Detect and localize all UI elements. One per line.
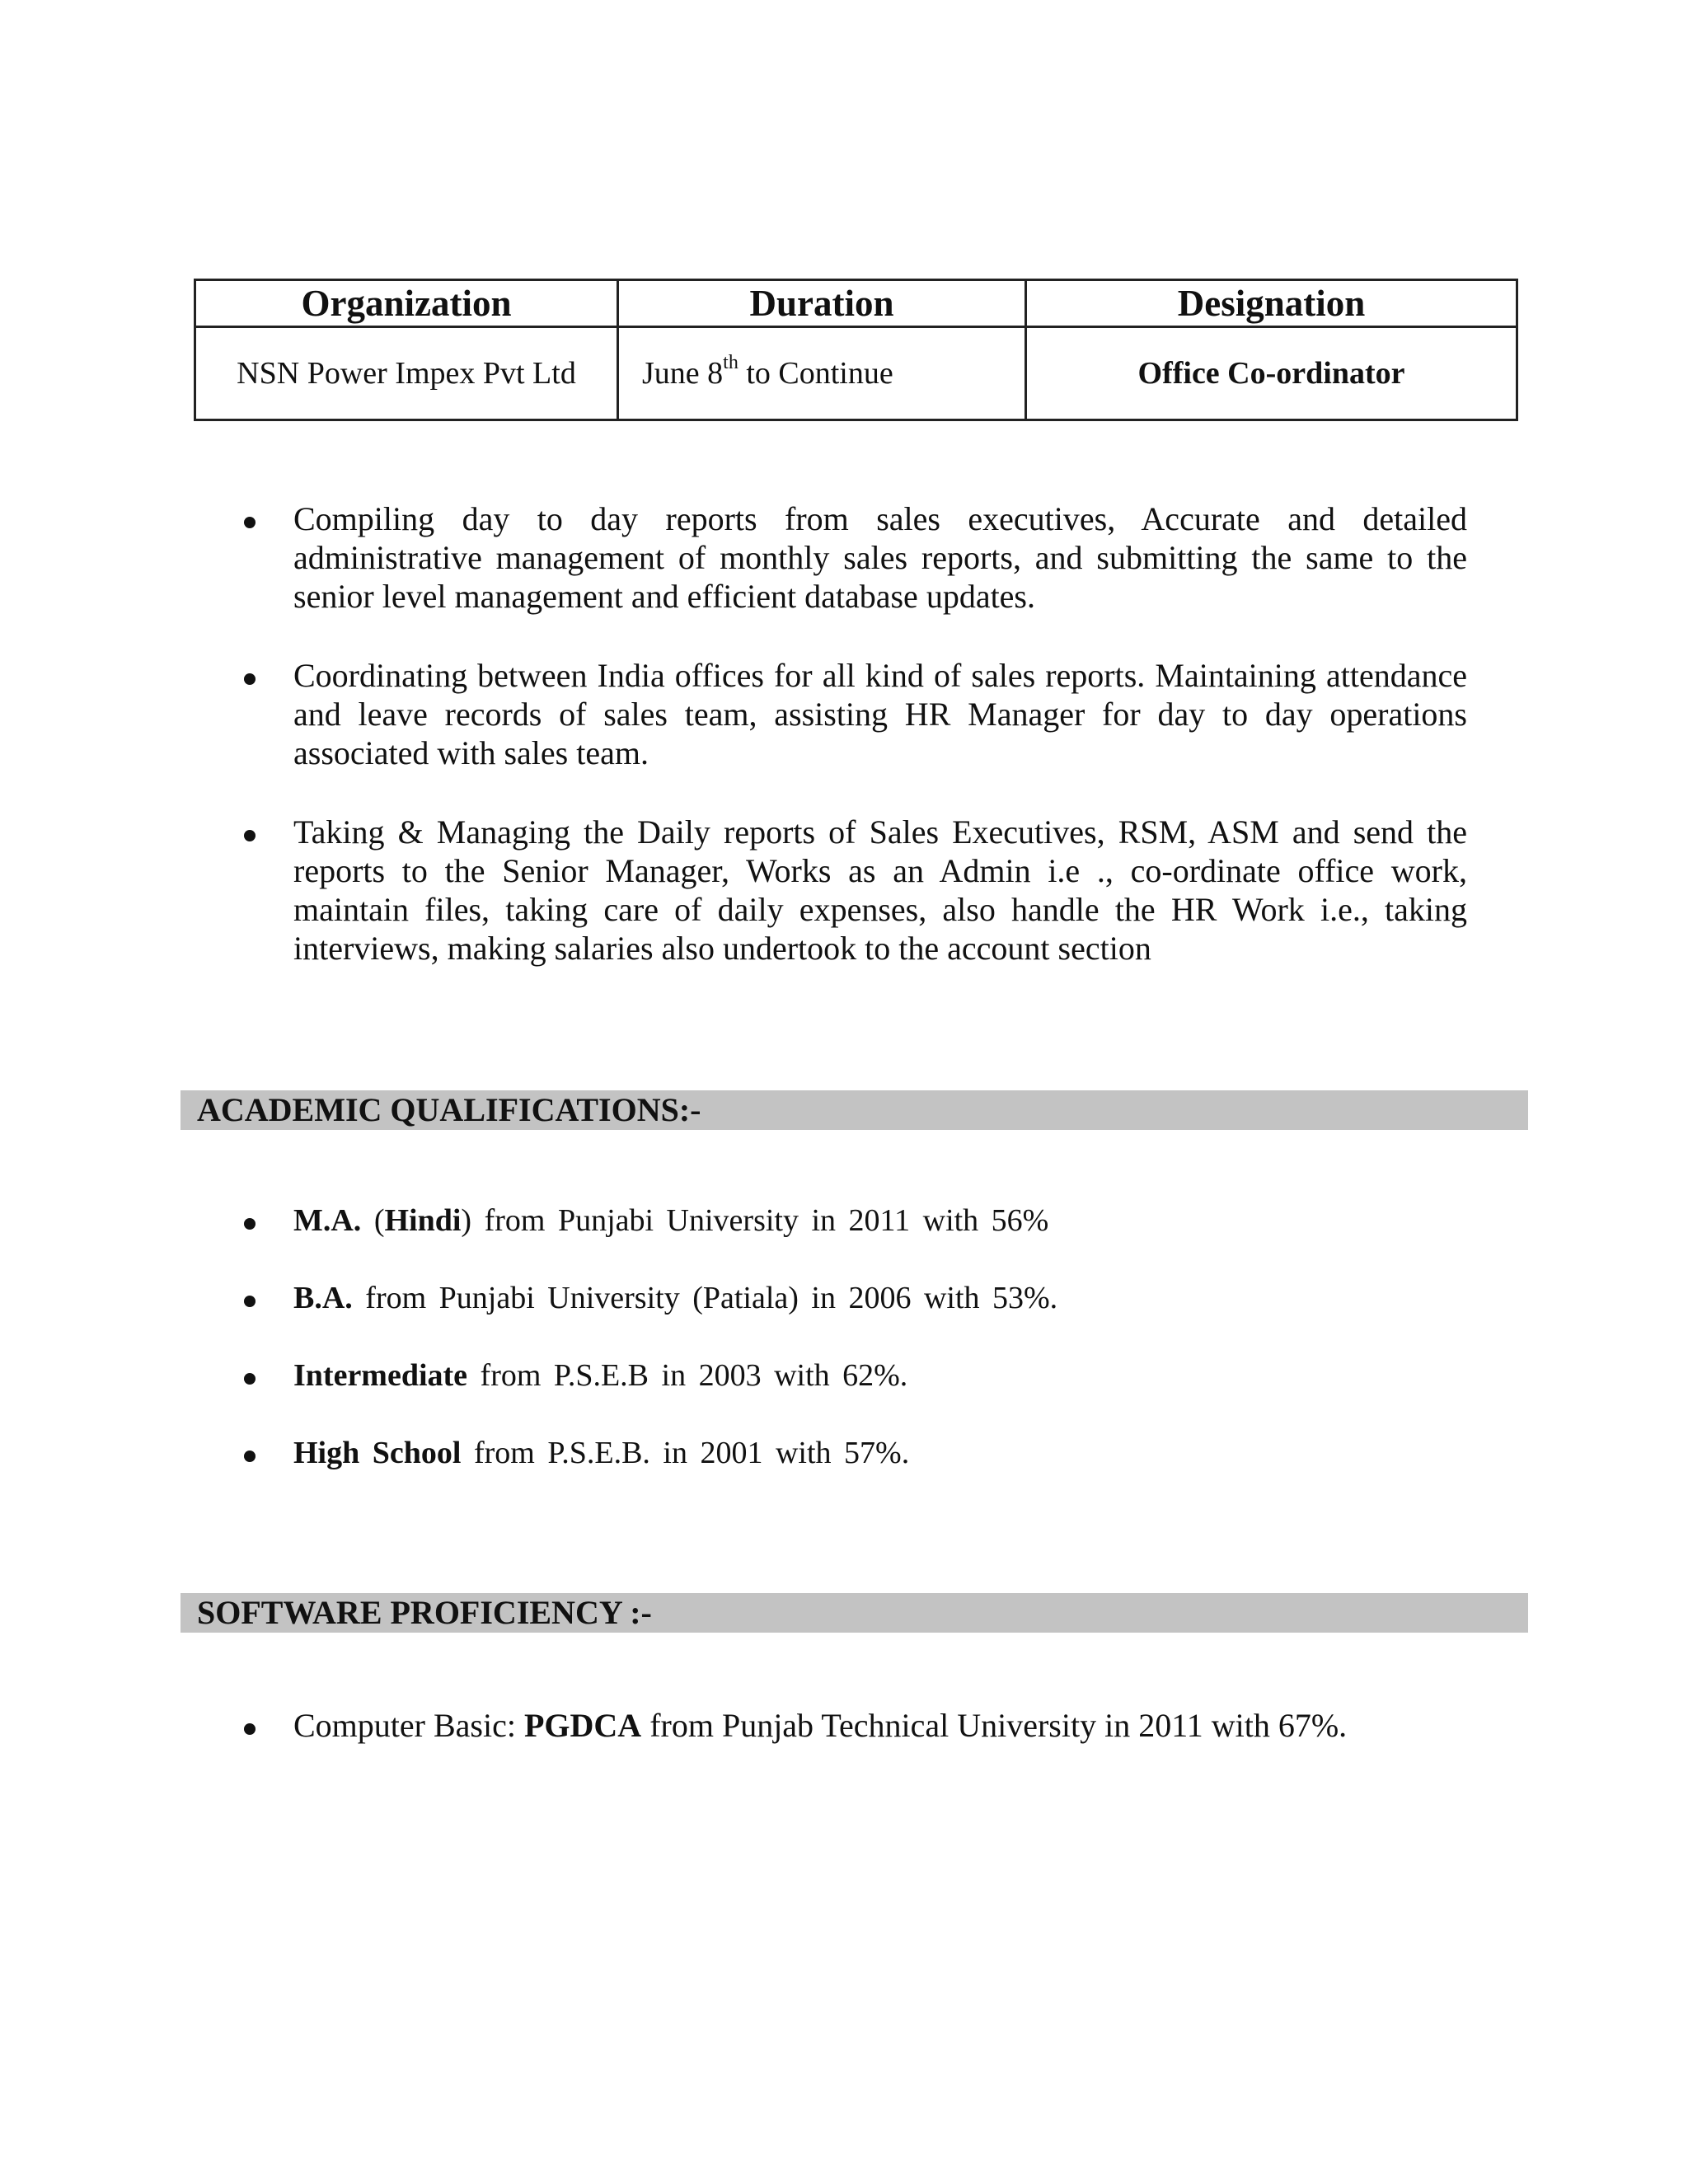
degree-name: Intermediate bbox=[293, 1358, 468, 1393]
academic-heading: ACADEMIC QUALIFICATIONS:- bbox=[181, 1090, 1528, 1130]
bullet-icon bbox=[244, 1218, 256, 1230]
software-heading: SOFTWARE PROFICIENCY :- bbox=[181, 1593, 1528, 1633]
qual-text: from P.S.E.B. in 2001 with 57%. bbox=[461, 1436, 910, 1470]
duration-ordinal: th bbox=[723, 352, 738, 373]
bullet-icon bbox=[244, 830, 256, 841]
duration-date: June 8 bbox=[642, 356, 724, 391]
table-header-row bbox=[195, 280, 1517, 327]
software-label: Computer Basic: bbox=[293, 1707, 524, 1744]
bullet-icon bbox=[244, 1296, 256, 1307]
software-list bbox=[0, 1706, 1347, 1745]
duration-suffix: to Continue bbox=[738, 356, 893, 391]
bullet-icon bbox=[244, 1723, 256, 1735]
bullet-icon bbox=[244, 1373, 256, 1385]
qual-text: ( bbox=[361, 1203, 385, 1238]
qual-text: from Punjabi University (Patiala) in 2006 with 53%. bbox=[352, 1281, 1058, 1315]
list-item bbox=[293, 499, 1467, 616]
course-name: PGDCA bbox=[523, 1707, 642, 1744]
degree-name: B.A. bbox=[293, 1281, 353, 1315]
degree-name: High School bbox=[293, 1436, 462, 1470]
bullet-icon bbox=[244, 1451, 256, 1462]
subject-name: Hindi bbox=[384, 1203, 462, 1238]
duty-text: Compiling day to day reports from sales executives, Accurate and detailed administrative management of monthly sales reports, and submitting the same to the senior level management and efficient database updates. bbox=[293, 500, 1467, 615]
cell-organization: NSN Power Impex Pvt Ltd bbox=[195, 327, 618, 420]
qual-text: from P.S.E.B in 2003 with 62%. bbox=[467, 1358, 908, 1393]
list-item bbox=[293, 1357, 1057, 1395]
duty-text: Coordinating between India offices for all kind of sales reports. Maintaining attendance and leave records of sales team, assisting HR Manager for day to day operations associated with sales team. bbox=[293, 657, 1467, 771]
header-designation: Designation bbox=[1026, 280, 1517, 327]
bullet-icon bbox=[244, 517, 256, 528]
experience-table bbox=[194, 279, 1518, 421]
list-item bbox=[293, 813, 1467, 968]
degree-name: M.A. bbox=[293, 1203, 362, 1238]
duties-list bbox=[0, 499, 1467, 1008]
qual-text: ) from Punjabi University in 2011 with 56% bbox=[461, 1203, 1049, 1238]
list-item bbox=[293, 1706, 1347, 1745]
list-item bbox=[293, 656, 1467, 772]
software-text: from Punjab Technical University in 2011 with 67%. bbox=[641, 1707, 1348, 1744]
table-row bbox=[195, 327, 1517, 420]
list-item bbox=[293, 1279, 1057, 1318]
cell-designation: Office Co-ordinator bbox=[1026, 327, 1517, 420]
header-duration: Duration bbox=[618, 280, 1026, 327]
list-item bbox=[293, 1434, 1057, 1473]
duty-text: Taking & Managing the Daily reports of Sales Executives, RSM, ASM and send the reports to the Senior Manager, Works as an Admin i.e ., co-ordinate office work, maintain files, taking care of daily expenses, also handle the HR Work i.e., taking interviews, making salaries also undertook to the account section bbox=[293, 813, 1467, 967]
list-item bbox=[293, 1202, 1057, 1240]
academic-list bbox=[0, 1202, 1057, 1511]
cell-duration bbox=[618, 327, 1026, 420]
header-organization: Organization bbox=[195, 280, 618, 327]
bullet-icon bbox=[244, 673, 256, 685]
